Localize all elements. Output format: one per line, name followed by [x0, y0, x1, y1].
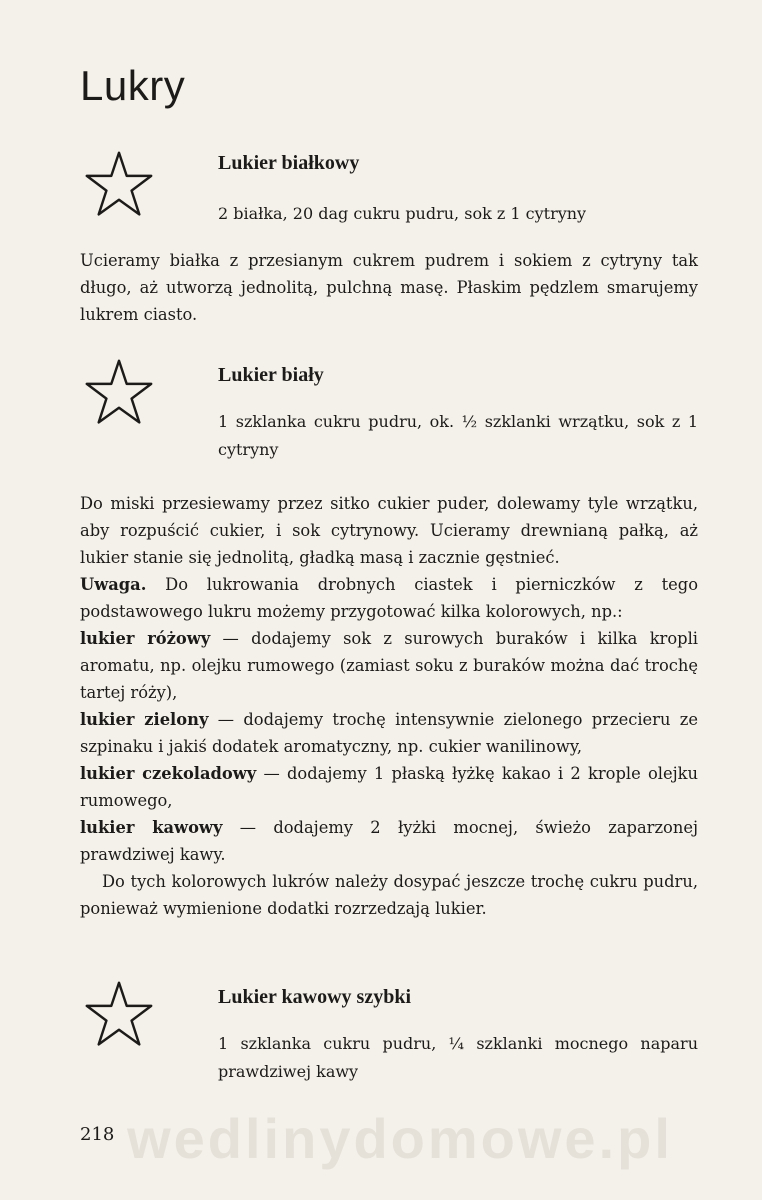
note-paragraph — [80, 571, 698, 625]
star-icon — [82, 980, 156, 1050]
recipe-ingredients: 1 szklanka cukru pudru, ¼ szklanki mocnego naparu prawdziwej kawy — [218, 1034, 698, 1081]
star-icon — [82, 150, 156, 220]
variant-item — [80, 814, 698, 868]
note-text: Do lukrowania drobnych ciastek i pierniczków z tego podstawowego lukru możemy przygotować kilka kolorowych, np.: — [80, 575, 698, 621]
variant-text: — dodajemy sok z surowych buraków i kilka kropli aromatu, np. olejku rumowego (zamiast soku z buraków można dać trochę tartej róży), — [80, 629, 698, 702]
variant-item — [80, 706, 698, 760]
instructions-text: Ucieramy białka z przesianym cukrem pudrem i sokiem z cytryny tak długo, aż utworzą jednolitą, pulchną masę. Płaskim pędzlem smarujemy lukrem ciasto. — [80, 251, 698, 324]
recipe-ingredients: 1 szklanka cukru pudru, ok. ½ szklanki wrzątku, sok z 1 cytryny — [218, 412, 698, 459]
instructions-text: Do miski przesiewamy przez sitko cukier puder, dolewamy tyle wrzątku, aby rozpuścić cukier, i sok cytrynowy. Ucieramy drewnianą pałką, aż lukier stanie się jednolitą, gładką masą i zacznie gęstnieć. — [80, 494, 698, 567]
variant-name: lukier różowy — [80, 629, 211, 648]
variant-item — [80, 625, 698, 706]
variant-text: — dodajemy 2 łyżki mocnej, świeżo zaparzonej prawdziwej kawy. — [80, 818, 698, 864]
closing-text: Do tych kolorowych lukrów należy dosypać jeszcze trochę cukru pudru, ponieważ wymienione dodatki rozrzedzają lukier. — [80, 872, 698, 918]
variant-name: lukier zielony — [80, 710, 209, 729]
recipe-instructions — [80, 247, 698, 328]
recipe-instructions — [80, 490, 698, 922]
variant-text: — dodajemy trochę intensywnie zielonego przecieru ze szpinaku i jakiś dodatek aromatyczny, np. cukier wanilinowy, — [80, 710, 698, 756]
variant-text: — dodajemy 1 płaską łyżkę kakao i 2 krople olejku rumowego, — [80, 764, 698, 810]
page-number: 218 — [80, 1124, 115, 1145]
variant-item — [80, 760, 698, 814]
variant-name: lukier czekoladowy — [80, 764, 257, 783]
recipe-title-lukier-bialy: Lukier biały — [218, 364, 324, 386]
variant-name: lukier kawowy — [80, 818, 223, 837]
star-icon — [82, 358, 156, 428]
recipe-title-lukier-kawowy-szybki: Lukier kawowy szybki — [218, 986, 412, 1008]
recipe-title-lukier-bialkowy: Lukier białkowy — [218, 152, 360, 174]
recipe-ingredients: 2 białka, 20 dag cukru pudru, sok z 1 cytryny — [218, 204, 587, 223]
watermark: wedlinydomowe.pl — [127, 1107, 673, 1170]
chapter-title: Lukry — [80, 62, 186, 109]
note-label: Uwaga. — [80, 575, 147, 594]
